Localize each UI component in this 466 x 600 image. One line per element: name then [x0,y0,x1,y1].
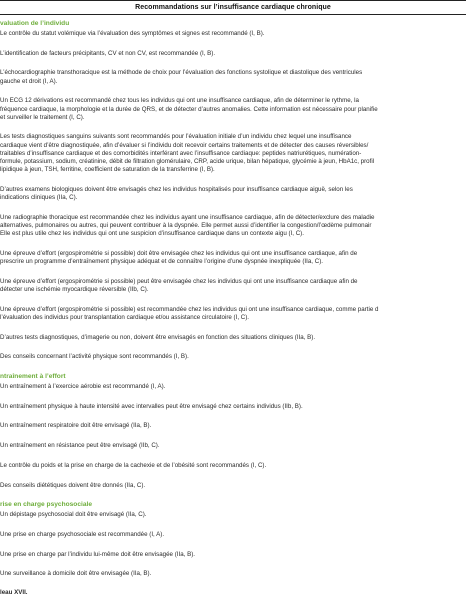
section-title: rise en charge psychosociale [0,501,92,509]
recommendation-item: Un entraînement en résistance peut être envisagé (IIb, C). [0,442,160,450]
recommendation-item: Un dépistage psychosocial doit être envisagé (IIa, C). [0,511,147,519]
section-title: valuation de l’individu [0,20,70,27]
recommendation-item: Le contrôle du statut volémique via l’évaluation des symptômes et signes est recommandé (I, B). [0,30,265,37]
recommendation-item: Un entraînement à l’exercice aérobie est recommandé (I, A). [0,383,166,391]
section-title: ntraînement à l’effort [0,373,66,381]
recommendation-item: D’autres examens biologiques doivent être envisagés chez les individus hospitalisés pour insuffisance cardiaque aiguë, selon les indications cliniques (IIa, C). [0,185,353,202]
recommendation-item: Le contrôle du poids et la prise en charge de la cachexie et de l’obésité sont recommandés (I, C). [0,461,267,469]
recommendation-item: Les tests diagnostiques sanguins suivants sont recommandés pour l’évaluation initiale d’un individu chez lequel une insuffisance cardiaque vient d’être diagnostiquée, afin d’évaluer si l’individu doit recevoir certains traitements et de détecter des causes réversibles/ traitables d’insuffisance cardiaque et des comorbidités interférant avec l’insuffisance cardiaque: peptides natriurétiques, numération- formule, potassium, sodium, créatinine, débit de filtration glomérulaire, CRP, acide urique, bilan hépatique, glycémie à jeun, HbA1c, profil lipidique à jeun, TSH, ferritine, coefficient de saturation de la transferrine (I, B). [0,133,375,174]
recommendation-item: Un entraînement respiratoire doit être envisagé (IIa, B). [0,422,152,430]
recommendations-body [0,17,466,590]
recommendation-item: L’échocardiographie transthoracique est la méthode de choix pour l’évaluation des fonctions systolique et diastolique des ventricules gauche et droit (I, A). [0,69,363,85]
recommendation-item: Un ECG 12 dérivations est recommandé chez tous les individus qui ont une insuffisance cardiaque, afin de déterminer le rythme, la fréquence cardiaque, la morphologie et la durée de QRS, et de détecter d’autres anomalies. Cette information est nécessaire pour planifie et surveiller le traitement (I, C). [0,97,378,121]
table-header [0,0,466,15]
recommendation-item: D’autres tests diagnostiques, d’imagerie ou non, doivent être envisagés en fonction des situations cliniques (IIa, B). [0,333,316,341]
table-caption: leau XVII. [0,589,28,596]
recommendation-item: Une épreuve d’effort (ergospirométrie si possible) doit être envisagée chez les individus qui ont une insuffisance cardiaque, afin de prescrire un programme d’entraînement physique adéquat et de connaître l’origine d’une dyspnée inexpliquée (IIa, C). [0,249,358,266]
recommendation-item: Un entraînement physique à haute intensité avec intervalles peut être envisagé chez certains individus (IIb, B). [0,402,303,410]
recommendation-item: Une prise en charge par l’individu lui-même doit être envisagée (IIa, B). [0,550,196,558]
recommendation-item: L’identification de facteurs précipitants, CV et non CV, est recommandée (I, B). [0,49,216,57]
recommendation-item: Une surveillance à domicile doit être envisagée (IIa, B). [0,570,152,578]
table-title: Recommandations sur l’insuffisance cardiaque chronique [135,4,331,11]
recommendation-item: Une épreuve d’effort (ergospirométrie si possible) peut être envisagée chez les individus qui ont une insuffisance cardiaque afin de détecter une ischémie myocardique réversible (IIb, C). [0,277,358,294]
recommendation-item: Une prise en charge psychosociale est recommandée (I, A). [0,531,165,538]
recommendation-item: Une épreuve d’effort (ergospirométrie si possible) est recommandée chez les individus qui ont une insuffisance cardiaque, comme partie d l’évaluation des individus pour transplantation cardiaque et/ou assistance circulatoire (I, C). [0,305,379,321]
recommendation-item: Des conseils diététiques doivent être donnés (IIa, C). [0,481,146,489]
recommendation-item: Une radiographie thoracique est recommandée chez les individus ayant une insuffisance cardiaque, afin de détecter/exclure des maladie alternatives, pulmonaires ou autres, qui peuvent contribuer à la dyspnée. Elle permet aussi d’identifier la congestion/l’œdème pulmonair Elle est plus utile chez les individus qui ont une suspicion d’insuffisance cardiaque dans un contexte aigu (I, C). [0,213,375,238]
recommendation-item: Des conseils concernant l’activité physique sont recommandés (I, B). [0,353,189,361]
